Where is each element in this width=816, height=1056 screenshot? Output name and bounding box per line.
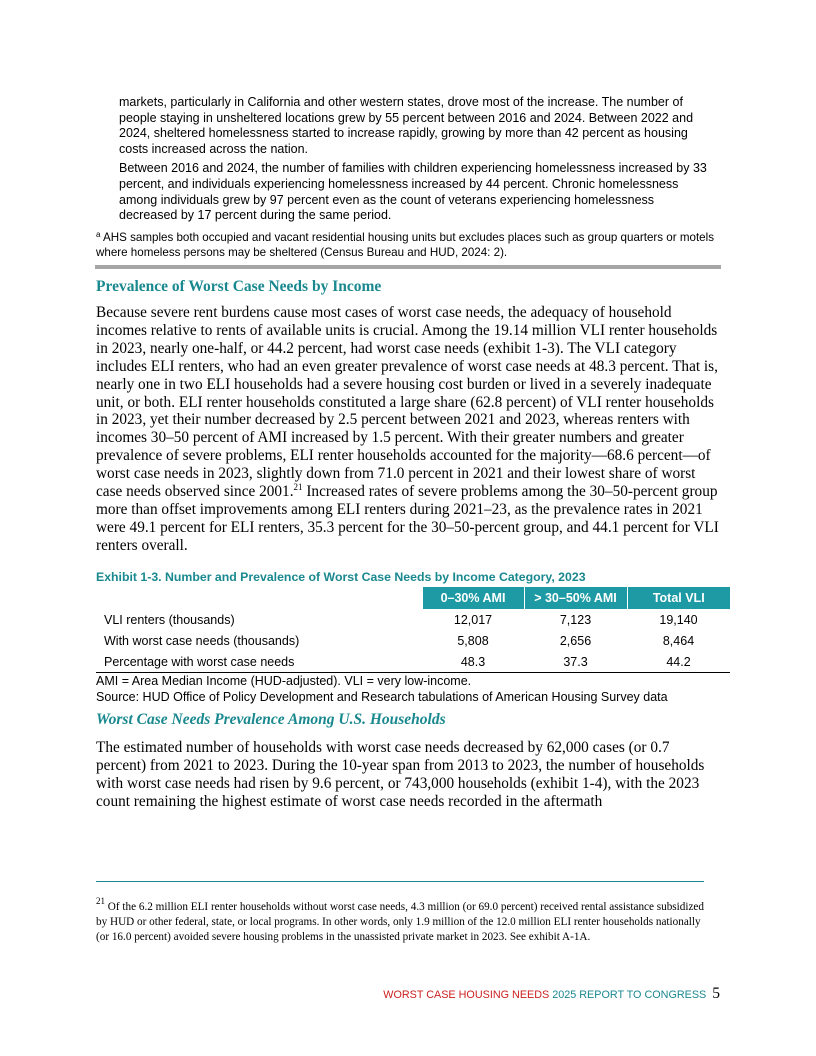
exhibit-title: Exhibit 1-3. Number and Prevalence of Worst Case Needs by Income Category, 2023: [96, 570, 586, 584]
table-row: [96, 609, 730, 630]
footnote-separator: [96, 881, 704, 882]
table-cell: 7,123: [559, 612, 592, 627]
table-row-label: VLI renters (thousands): [104, 612, 235, 627]
table-cell: 8,464: [662, 633, 695, 648]
table-row: [96, 630, 730, 651]
subsection-body: The estimated number of households with worst case needs decreased by 62,000 cases (or 0.7 percent) from 2021 to 2023. During the 10-year span from 2013 to 2023, the number of households with worst case needs had risen by 9.6 percent, or 743,000 households (exhibit 1-4), with the 2023 count remaining the highest estimate of worst case needs recorded in the aftermath: [96, 739, 705, 810]
footnote-marker: a: [96, 230, 101, 239]
homelessness-box-text: [119, 95, 709, 228]
footnote-text: Of the 6.2 million ELI renter households without worst case needs, 4.3 million (or 69.0 percent) received rental assistance subsidized by HUD or other federal, state, or local programs. In other words, only 1.9 million of the 12.0 million ELI renter households nationally (or 16.0 percent) avoided severe housing problems in the unassisted private market in 2023. See exhibit A-1A.: [96, 901, 704, 943]
table-row: [96, 651, 730, 673]
exhibit-source: Source: HUD Office of Policy Development and Research tabulations of American Housing Survey data: [96, 690, 668, 704]
footnote-21: [96, 896, 716, 945]
table-cell: 48.3: [422, 651, 524, 673]
table-cell: 12,017: [453, 612, 493, 627]
table-header-cell: Total VLI: [627, 587, 730, 609]
footer-report-subtitle: 2025 REPORT TO CONGRESS: [549, 989, 707, 1001]
table-cell: 2,656: [559, 633, 592, 648]
exhibit-abbreviation-note: AMI = Area Median Income (HUD-adjusted). VLI = very low-income.: [96, 674, 472, 688]
table-header-cell: > 30–50% AMI: [524, 587, 627, 609]
exhibit-table: [96, 587, 730, 673]
section-heading: Prevalence of Worst Case Needs by Income: [96, 278, 382, 295]
footer-report-title: WORST CASE HOUSING NEEDS: [383, 989, 550, 1001]
box-footnote: [96, 227, 716, 260]
table-row-label: Percentage with worst case needs: [96, 651, 422, 673]
body-text: Because severe rent burdens cause most cases of worst case needs, the adequacy of household incomes relative to rents of available units is crucial. Among the 19.14 million VLI renter households in 2023, nearly one-half, or 44.2 percent, had worst case needs (exhibit 1-3). The VLI category includes ELI renters, who had an even greater prevalence of worst case needs at 48.3 percent. That is, nearly one in two ELI households had a severe housing cost burden or lived in a severely inadequate unit, or both. ELI renter households constituted a large share (62.8 percent) of VLI renter households in 2023, yet their number decreased by 2.5 percent between 2021 and 2023, whereas renters with incomes 30–50 percent of AMI increased by 1.5 percent. With their greater numbers and greater prevalence of severe problems, ELI renter households accounted for the majority—68.6 percent—of worst case needs in 2023, slightly down from 71.0 percent in 2021 and their lowest share of worst case needs observed since 2001.: [96, 304, 718, 501]
table-cell: 19,140: [659, 612, 698, 627]
subsection-heading: Worst Case Needs Prevalence Among U.S. Households: [96, 711, 446, 728]
section-body: [96, 304, 722, 555]
page-number: 5: [712, 985, 720, 1002]
exhibit-notes: [96, 673, 736, 705]
page-footer: [383, 985, 720, 1003]
box-paragraph: markets, particularly in California and other western states, drove most of the increase. The number of people staying in unsheltered locations grew by 55 percent between 2016 and 2024. Between 2022 and 2024, sheltered homelessness started to increase rapidly, growing by more than 42 percent as housing costs increased across the nation.: [119, 95, 694, 156]
table-cell: 5,808: [457, 633, 489, 648]
body-text: Increased rates of severe problems among the 30–50-percent group more than offset improvements among ELI renters during 2021–23, as the prevalence rates in 2021 were 49.1 percent for ELI renters, 35.3 percent for the 30–50-percent group, and 44.1 percent for VLI renters overall.: [96, 483, 719, 554]
box-footnote-text: AHS samples both occupied and vacant residential housing units but excludes places such as group quarters or motels where homeless persons may be sheltered (Census Bureau and HUD, 2024: 2).: [96, 231, 714, 259]
table-header-cell: 0–30% AMI: [422, 587, 524, 609]
footnote-reference-21[interactable]: 21: [293, 482, 303, 493]
table-row-label: With worst case needs (thousands): [104, 633, 300, 648]
table-cell: 37.3: [524, 651, 627, 673]
table-header-cell: [96, 587, 422, 609]
table-header-row: [96, 587, 730, 609]
box-paragraph: Between 2016 and 2024, the number of families with children experiencing homelessness increased by 33 percent, and individuals experiencing homelessness increased by 44 percent. Chronic homelessness among individuals grew by 97 percent even as the count of veterans experiencing homelessness decreased by 17 percent during the same period.: [119, 161, 707, 223]
table-cell: 44.2: [627, 651, 730, 673]
footnote-number: 21: [96, 896, 105, 906]
box-bottom-rule: [95, 265, 721, 269]
